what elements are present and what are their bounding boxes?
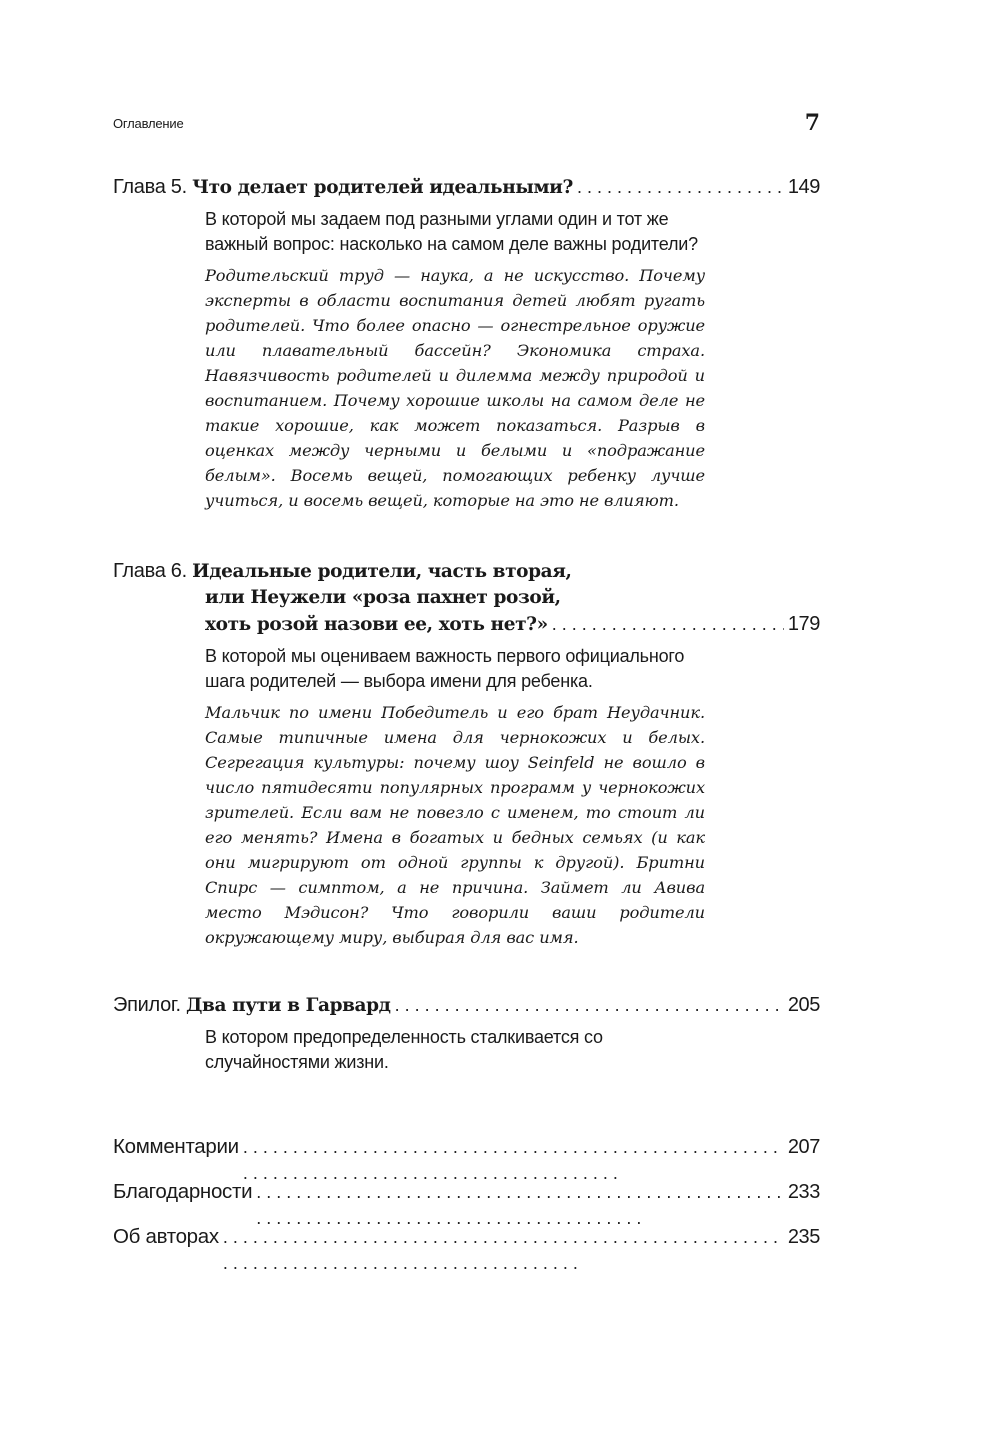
toc-entry-heading-cont	[113, 585, 820, 611]
toc-entry-about-authors[interactable]	[113, 1224, 820, 1276]
entry-page-number: 233	[787, 1181, 820, 1203]
entry-page-number: 235	[787, 1226, 820, 1248]
dot-leader	[577, 174, 784, 200]
toc-entry-chapter-5[interactable]	[113, 174, 820, 513]
entry-label: Об авторах	[113, 1225, 219, 1248]
chapter-summary: Мальчик по имени Победитель и его брат Неудачник. Самые типичные имена для чернокожих и белых. Сегрегация культуры: почему шоу Seinfeld не вошло в число пятидесяти популярных программ у чернокожих зрителей. Если вам не повезло с именем, то стоит ли его менять? Имена в богатых и бедных семьях (и как они мигрируют от одной группы к другой). Бритни Спирс — симптом, а не причина. Займет ли Авива место Мэдисон? Что говорили ваши родители окружающему миру, выбирая для вас имя.	[205, 703, 705, 947]
chapter-title: Что делает родителей идеальными?	[192, 177, 573, 198]
toc-entry-chapter-6[interactable]	[113, 558, 820, 950]
dot-leader	[552, 611, 784, 637]
toc-entry-heading[interactable]	[113, 558, 820, 585]
running-head: Оглавление	[113, 116, 184, 131]
toc-entry-heading-cont	[113, 611, 820, 638]
dot-leader	[223, 1224, 784, 1276]
chapter-label: Глава 6.	[113, 560, 193, 582]
chapter-description: В которой мы задаем под разными углами один и тот же важный вопрос: насколько на самом деле важны родители?	[205, 209, 698, 254]
chapter-page-number: 179	[787, 613, 820, 635]
chapter-description: В которой мы оцениваем важность первого официального шага родителей — выбора имени для ребенка.	[205, 646, 685, 691]
chapter-page-number: 205	[787, 994, 820, 1016]
chapter-title-line-1: Идеальные родители, часть вторая,	[192, 561, 572, 582]
dot-leader	[395, 992, 784, 1018]
chapter-summary: Родительский труд — наука, а не искусство. Почему эксперты в области воспитания детей любят ругать родителей. Что более опасно — огнестрельное оружие или плавательный бассейн? Экономика страха. Навязчивость родителей и дилемма между природой и воспитанием. Почему хорошие школы на самом деле не такие хорошие, как может показаться. Разрыв в оценках между черными и белыми и «подражание белым». Восемь вещей, помогающих ребенку лучше учиться, и восемь вещей, которые на это не влияют.	[205, 266, 705, 510]
page-number: 7	[804, 110, 820, 136]
toc-entry-epilogue[interactable]	[113, 992, 820, 1075]
chapter-description: В котором предопределенность сталкивается со случайностями жизни.	[205, 1027, 603, 1072]
toc-entry-heading[interactable]	[113, 992, 820, 1019]
chapter-label: Глава 5.	[113, 176, 193, 198]
chapter-title-line-3: хоть розой назови ее, хоть нет?»	[205, 614, 548, 635]
chapter-title: Два пути в Гарвард	[185, 995, 391, 1016]
chapter-label: Эпилог.	[113, 994, 186, 1016]
toc-entry-heading[interactable]	[113, 174, 820, 201]
chapter-title-line-2: или Неужели «роза пахнет розой,	[205, 587, 561, 608]
entry-page-number: 207	[787, 1136, 820, 1158]
entry-label: Комментарии	[113, 1135, 239, 1158]
entry-label: Благодарности	[113, 1180, 253, 1203]
chapter-page-number: 149	[787, 176, 820, 198]
